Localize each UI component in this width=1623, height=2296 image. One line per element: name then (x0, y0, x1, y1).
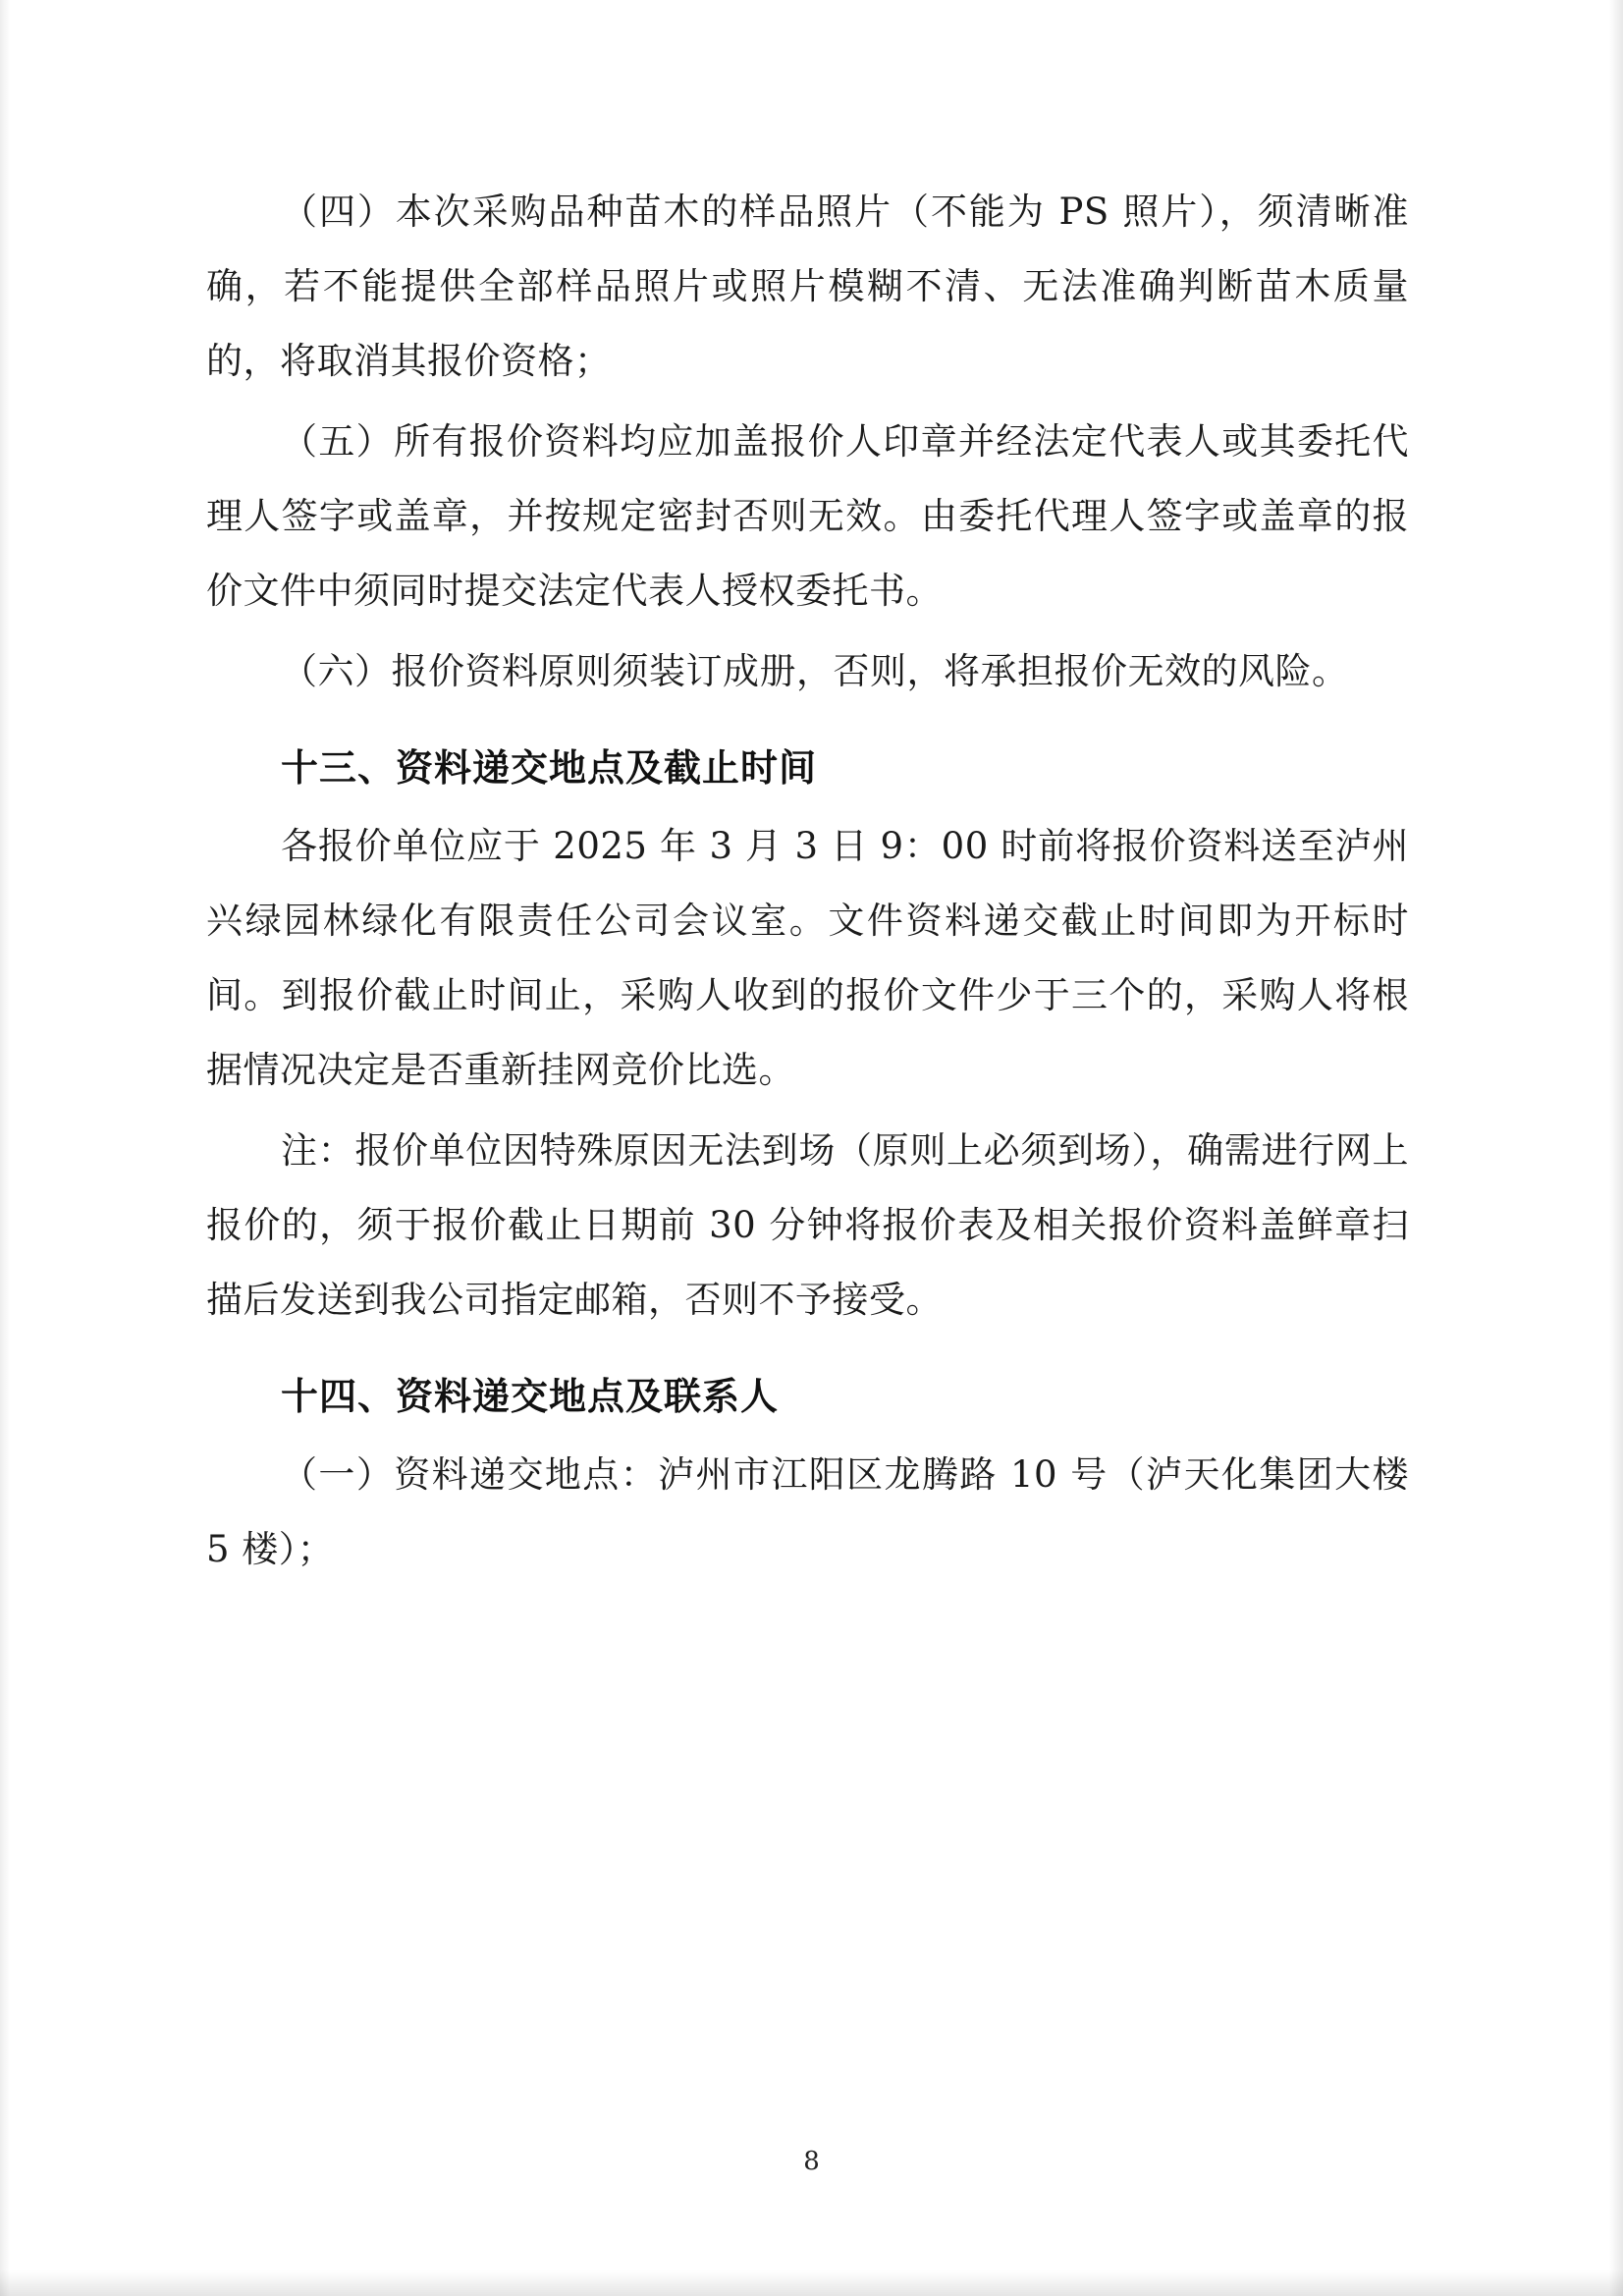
paragraph-item-6: （六）报价资料原则须装订成册，否则，将承担报价无效的风险。 (281, 650, 1349, 692)
heading-section-14: 十四、资料递交地点及联系人 (281, 1375, 780, 1418)
paragraph-note: 注：报价单位因特殊原因无法到场（原则上必须到场），确需进行网上报价的，须于报价截止日期前 30 分钟将报价表及相关报价资料盖鲜章扫描后发送到我公司指定邮箱，否则不予接受。 (206, 1129, 1409, 1321)
paragraph-deadline: 各报价单位应于 2025 年 3 月 3 日 9：00 时前将报价资料送至泸州兴绿园林绿化有限责任公司会议室。文件资料递交截止时间即为开标时间。到报价截止时间止，采购人收到的报价文件少于三个的，采购人将根据情况决定是否重新挂网竞价比选。 (206, 825, 1409, 1091)
document-body (206, 175, 1409, 1593)
paragraph-item-5: （五）所有报价资料均应加盖报价人印章并经法定代表人或其委托代理人签字或盖章，并按规定密封否则无效。由委托代理人签字或盖章的报价文件中须同时提交法定代表人授权委托书。 (206, 420, 1409, 612)
page-edge-shadow (0, 2270, 1623, 2296)
paragraph-delivery-address: （一）资料递交地点：泸州市江阳区龙腾路 10 号（泸天化集团大楼 5 楼）； (206, 1453, 1409, 1570)
heading-section-13: 十三、资料递交地点及截止时间 (281, 746, 818, 790)
paragraph-item-4: （四）本次采购品种苗木的样品照片（不能为 PS 照片），须清晰准确，若不能提供全部样品照片或照片模糊不清、无法准确判断苗木质量的，将取消其报价资格； (206, 191, 1409, 382)
page-number: 8 (803, 2147, 820, 2176)
